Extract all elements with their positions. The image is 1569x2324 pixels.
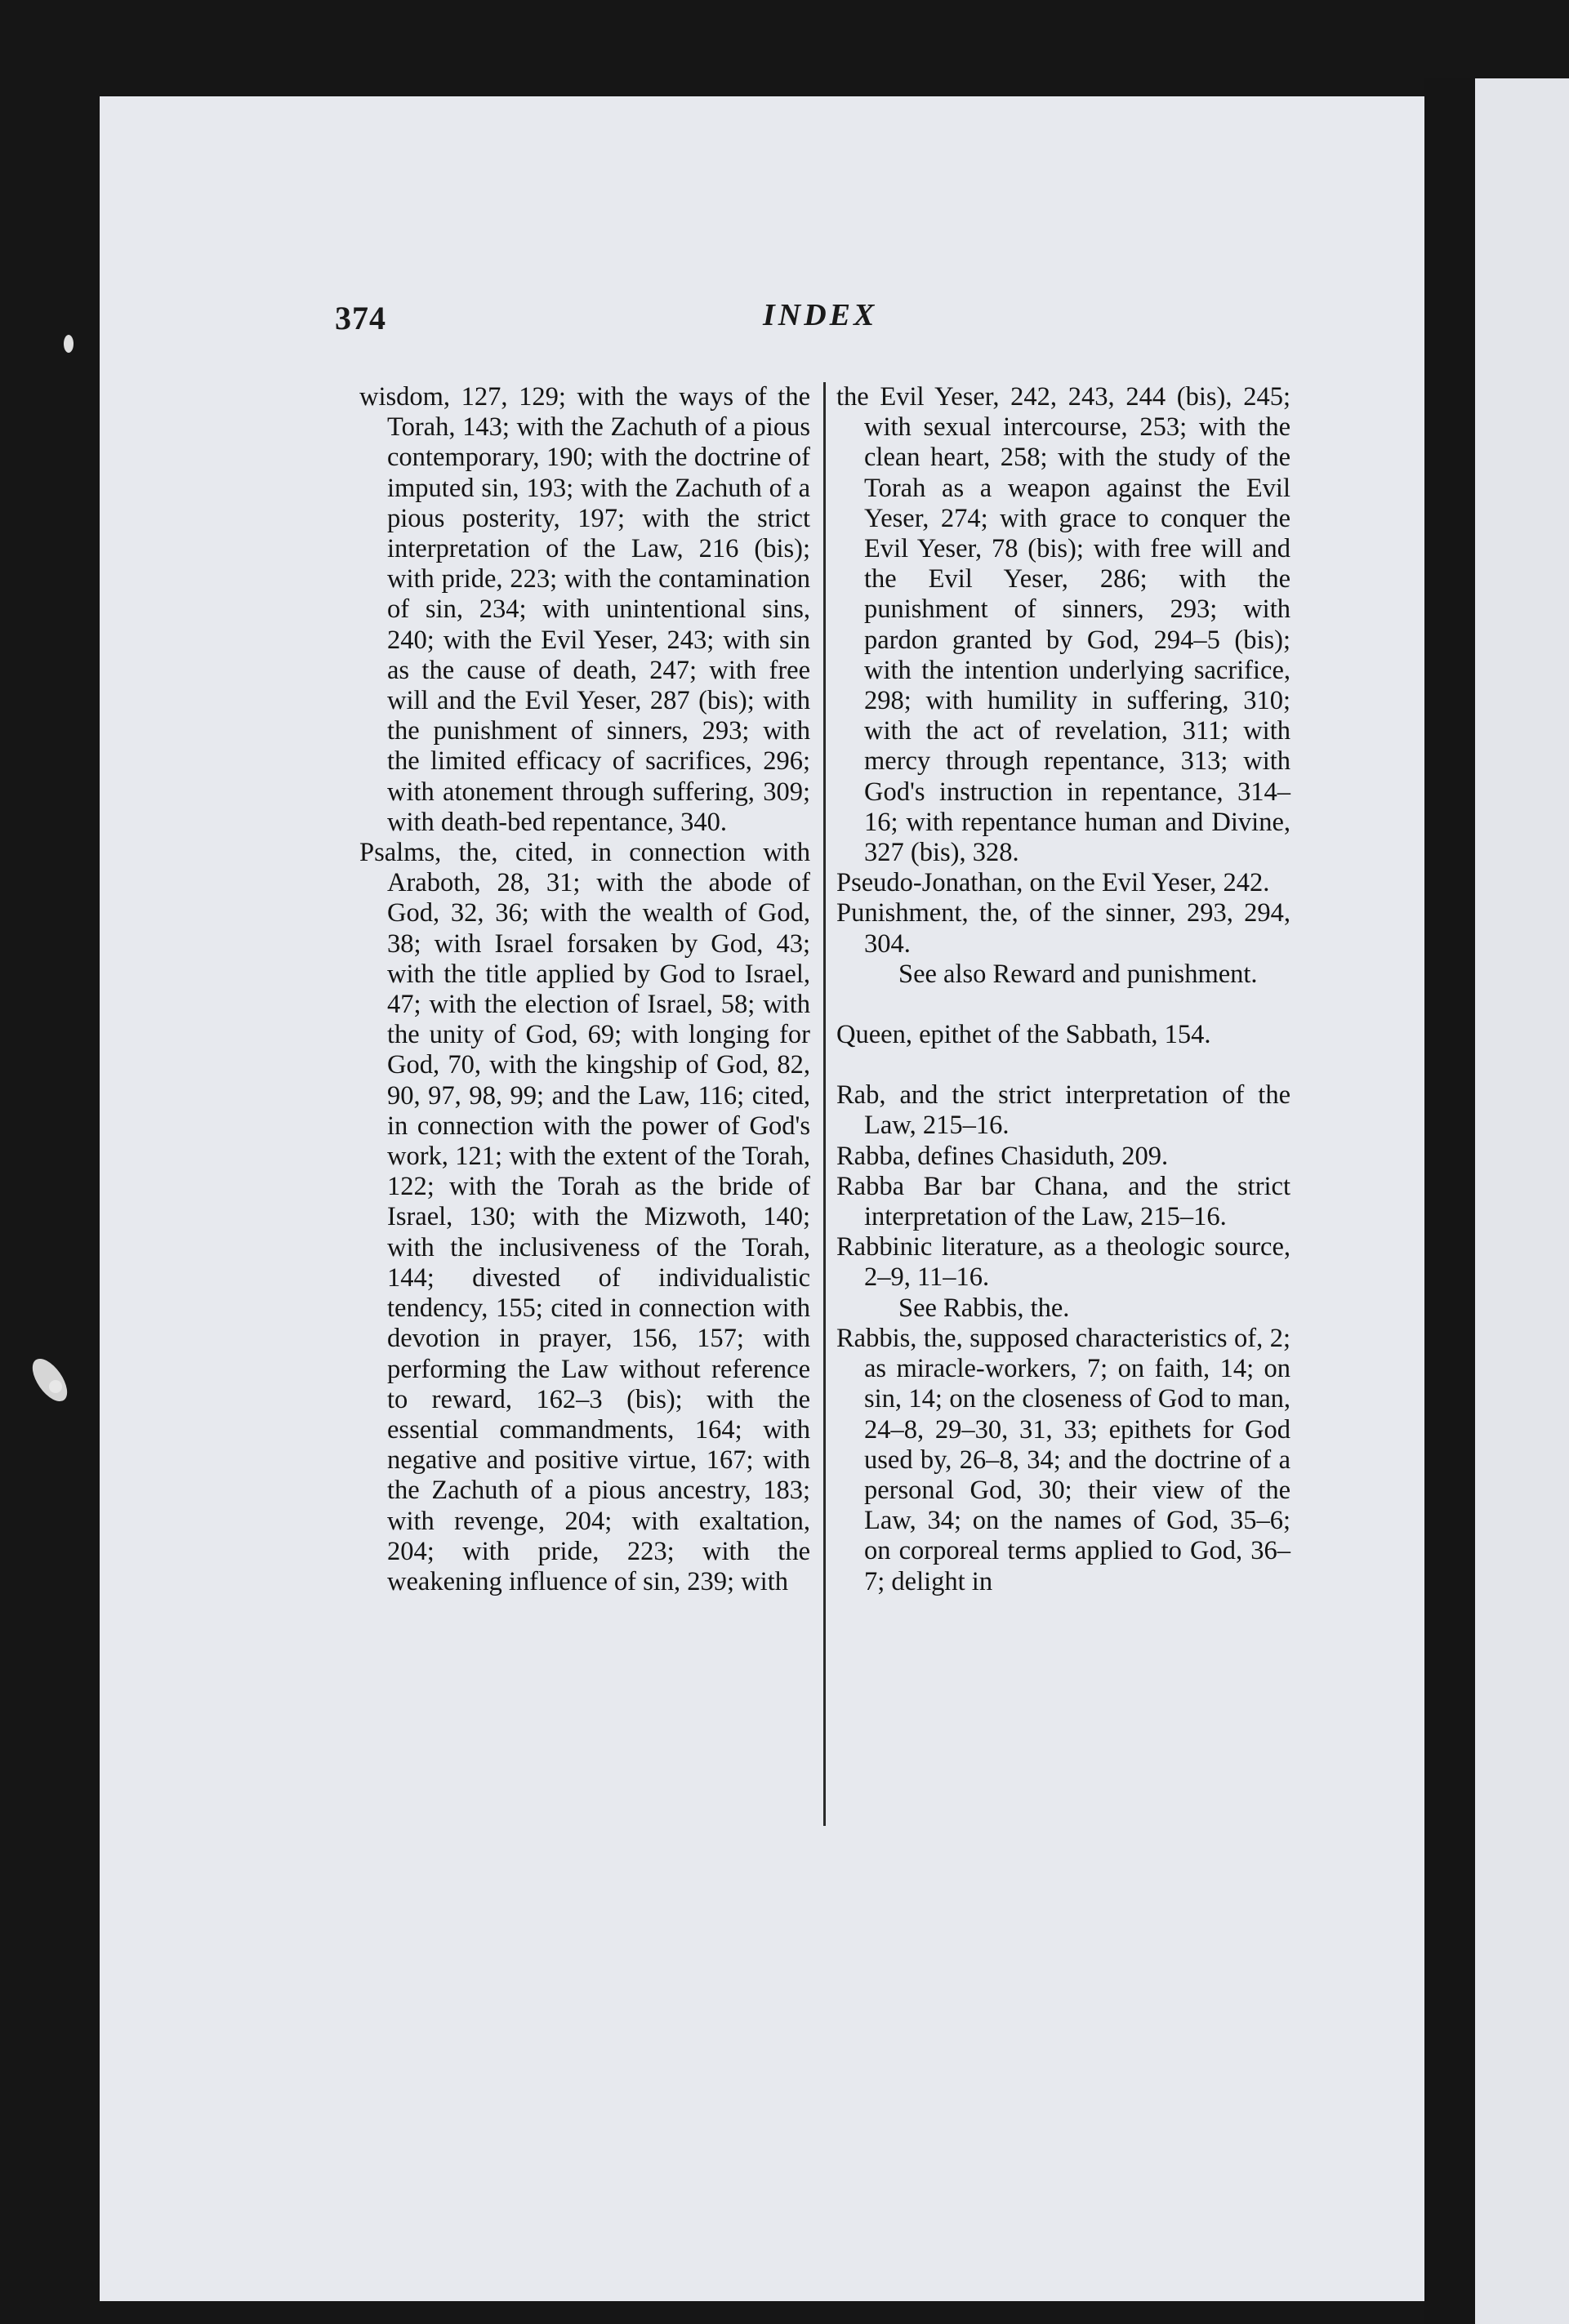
index-column-left bbox=[359, 382, 810, 1597]
scan-speck bbox=[64, 335, 74, 353]
index-entry-wisdom-continued: wisdom, 127, 129; with the ways of the Torah, 143; with the Zachuth of a pious contemporary, 190; with the doctrine of imputed sin, 193; with the Zachuth of a pious posterity, 197; with the strict interpretation of the Law, 216 (bis); with pride, 223; with the contamination of sin, 234; with unintentional sins, 240; with the Evil Yeser, 243; with sin as the cause of death, 247; with free will and the Evil Yeser, 287 (bis); with the punishment of sinners, 293; with the limited efficacy of sacrifices, 296; with atonement through suffering, 309; with death-bed repentance, 340. bbox=[359, 382, 810, 837]
index-entry-rabbinic-literature: Rabbinic literature, as a theologic source, 2–9, 11–16. bbox=[836, 1232, 1290, 1293]
index-column-right bbox=[836, 382, 1290, 1597]
index-entry-rabba: Rabba, defines Chasiduth, 209. bbox=[836, 1141, 1169, 1171]
cross-reference-reward: See also Reward and punishment. bbox=[898, 959, 1258, 989]
index-entry-psalms: Psalms, the, cited, in connection with Araboth, 28, 31; with the abode of God, 32, 36; with the wealth of God, 38; with Israel forsaken by God, 43; with the title applied by God to Israel, 47; with the election of Israel, 58; with the unity of God, 69; with longing for God, 70, with the kingship of God, 82, 90, 97, 98, 99; and the Law, 116; cited, in connection with the power of God's work, 121; with the extent of the Torah, 122; with the Torah as the bride of Israel, 130; with the Mizwoth, 140; with the inclusiveness of the Torah, 144; divested of individualistic tendency, 155; cited in connection with devotion in prayer, 156, 157; with performing the Law without reference to reward, 162–3 (bis); with the essential commandments, 164; with negative and positive virtue, 167; with the Zachuth of a pious ancestry, 183; with revenge, 204; with exaltation, 204; with pride, 223; with the weakening influence of sin, 239; with bbox=[359, 838, 810, 1596]
book-gutter bbox=[1424, 78, 1475, 2324]
index-entry-rabba-bar-bar-chana: Rabba Bar bar Chana, and the strict interpretation of the Law, 215–16. bbox=[836, 1171, 1290, 1232]
index-entry-rab: Rab, and the strict interpretation of the Law, 215–16. bbox=[836, 1080, 1290, 1141]
page-number: 374 bbox=[335, 300, 386, 336]
index-entry-psalms-continued: the Evil Yeser, 242, 243, 244 (bis), 245; with sexual intercourse, 253; with the clean heart, 258; with the study of the Torah as a weapon against the Evil Yeser, 274; with grace to conquer the Evil Yeser, 78 (bis); with free will and the Evil Yeser, 286; with the punishment of sinners, 293; with pardon granted by God, 294–5 (bis); with the intention underlying sacrifice, 298; with humility in suffering, 310; with the act of revelation, 311; with mercy through repentance, 313; with God's instruction in repentance, 314–16; with repentance human and Divine, 327 (bis), 328. bbox=[836, 382, 1290, 868]
running-head: INDEX bbox=[763, 298, 878, 332]
index-entry-punishment: Punishment, the, of the sinner, 293, 294, 304. bbox=[836, 898, 1290, 959]
index-entry-pseudo-jonathan: Pseudo-Jonathan, on the Evil Yeser, 242. bbox=[836, 868, 1270, 898]
scan-speck bbox=[49, 1380, 62, 1393]
column-divider bbox=[823, 382, 826, 1826]
index-entry-queen: Queen, epithet of the Sabbath, 154. bbox=[836, 1020, 1211, 1050]
facing-page-edge bbox=[1475, 78, 1569, 2324]
index-entry-rabbis: Rabbis, the, supposed characteristics of, 2; as miracle-workers, 7; on faith, 14; on sin, 14; on the closeness of God to man, 24–8, 29–30, 31, 33; epithets for God used by, 26–8, 34; and the doctrine of a personal God, 30; their view of the Law, 34; on the names of God, 35–6; on corporeal terms applied to God, 36–7; delight in bbox=[836, 1323, 1290, 1596]
cross-reference-rabbis: See Rabbis, the. bbox=[898, 1293, 1070, 1323]
